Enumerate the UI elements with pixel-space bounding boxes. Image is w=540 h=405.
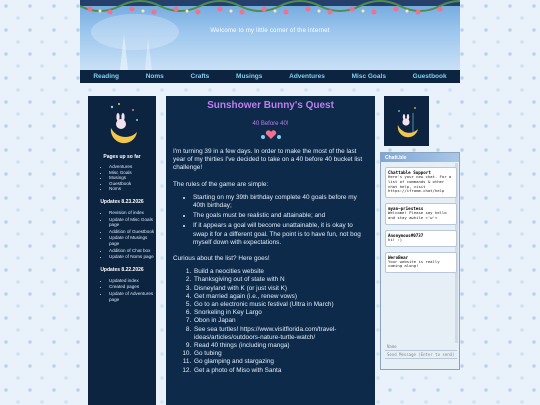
chat-message [385,230,457,247]
goal-item: 5. Go to an electronic music festival (Ultra in March) [193,301,368,309]
goal-item: 11. Go glamping and stargazing [193,358,368,366]
rule-item: • If it appears a goal will become unattainable, it is okay to swap it for a different goal. The point is to have fun, not bog myself down with expectations. [193,222,368,247]
moon-bunny-image [384,96,429,146]
chat-widget [380,152,460,370]
intro-paragraph: I'm turning 39 in a few days. In order to make the most of the last year of my thirties I've decided to take on a 40 before 40 bucket list challenge! [173,148,363,172]
chat-message-author: WeroBear [388,254,409,260]
chat-name-input[interactable]: Name [385,344,457,351]
crescent-moon-bunny-icon [97,98,147,144]
goal-item: 1. Build a neocities website [193,268,368,276]
chat-message-text: Your website is really coming along! [388,258,440,269]
chat-message-text: hi! :) [388,236,403,242]
rule-item: • Starting on my 39th birthday complete 40 goals before my 40th birthday; [193,194,368,210]
banner-tagline: Welcome to my little corner of the internet [210,28,330,34]
chat-message-input[interactable]: Send Message (Enter to send) [385,352,457,359]
goal-item: 3. Disneyland with K (or just visit K) [193,285,368,293]
page-link-misc-goals[interactable]: • Misc Goals [109,170,156,176]
chat-message [385,167,457,198]
update-date: Updates 8.22.2026 [100,266,144,273]
goal-item: 6. Snorkeling in Key Largo [193,309,368,317]
page-title: Sunshower Bunny's Quest [207,100,334,111]
update-list [88,210,156,260]
page-link-musings[interactable]: • Musings [109,175,156,181]
right-sidebar [384,96,429,146]
nav-crafts[interactable]: Crafts [190,73,210,80]
chat-message-author: Chattable Support [388,170,431,175]
list-intro: Curious about the list? Here goes! [173,255,270,263]
nav-misc-goals[interactable]: Misc Goals [351,73,386,80]
chat-messages [385,167,457,278]
chat-message-text: Welcome! Please say hello and stay awhile >'w'< [388,210,447,220]
goal-item: 8. See sea turtles! https://www.visitflorida.com/travel-ideas/articles/outdoors-nature-turtle-watch/ [193,326,368,342]
tree-illustration [90,14,180,70]
page-subtitle: 40 Before 40! [252,121,289,127]
heart-bunnies-image [173,130,368,140]
update-item: • Updated index [109,278,156,284]
nav-reading[interactable]: Reading [93,73,120,80]
rules-intro: The rules of the game are simple: [173,180,269,188]
goal-item: 4. Get married again (i.e., renew vows) [193,293,368,301]
page-link-adventures[interactable]: • Adventures [109,164,156,170]
crescent-moon-bunny-icon [390,103,424,139]
goals-list [173,268,368,375]
nav-noms[interactable]: Noms [145,73,164,80]
chat-header [381,153,459,162]
goal-item: 2. Thanksgiving out of state with N [193,276,368,284]
update-item: • Update of Misc Goals page [109,217,156,228]
page-link-noms[interactable]: • Noms [109,186,156,192]
chat-message-author: Anonymous#0737 [388,232,424,238]
nav-musings[interactable]: Musings [236,73,263,80]
update-item: • Addition of Chat box [109,248,156,254]
heart-bunnies-icon [260,130,282,140]
goal-item: 7. Obon in Japan [193,317,368,325]
page-link-guestbook[interactable]: • Guestbook [109,181,156,187]
moon-bunny-image [88,96,156,146]
goal-item: 12. Get a photo of Miso with Santa [193,367,368,375]
update-item: • Update of Adventures page [109,291,156,302]
goal-item: 9. Read 40 things (including manga) [193,342,368,350]
chat-message [385,252,457,274]
pages-title: Pages up so far [103,154,141,160]
chat-message-text: Here's your new chat. For a list of commands & other chat help, visit https://iframe.chat/help [388,174,452,194]
update-date: Updates 8.23.2026 [100,198,144,205]
goal-item: 10. Go tubing [193,350,368,358]
update-item: • Update of Musings page [109,235,156,246]
chat-title: Chatt.ble [385,154,407,161]
chat-message-author: myan~priestess [388,206,424,212]
update-item: • Addition of Guestbook [109,229,156,235]
rules-list [173,194,368,247]
left-sidebar [88,96,156,405]
update-item: • Revision of index [109,210,156,216]
nav-adventures[interactable]: Adventures [289,73,325,80]
chat-message [385,203,457,225]
pages-list [88,164,156,192]
rule-item: • The goals must be realistic and attainable; and [193,212,368,220]
update-item: • Update of Noms page [109,254,156,260]
site-banner [80,0,460,70]
main-content [166,96,375,405]
nav-guestbook[interactable]: Guestbook [412,73,447,80]
main-nav [80,70,460,83]
update-list [88,278,156,302]
update-item: • Created pages [109,284,156,290]
